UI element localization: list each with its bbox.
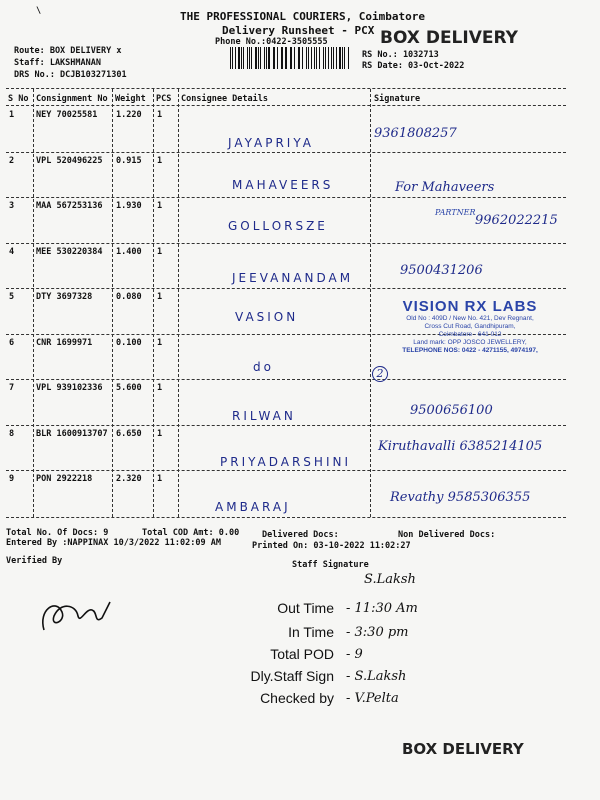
row-sno: 7: [9, 383, 15, 393]
barcode-bar: [328, 47, 329, 69]
rs-date: RS Date: 03-Oct-2022: [362, 61, 465, 71]
stamp-address-3: Coimbatore - 641 012: [438, 331, 502, 338]
barcode-bar: [249, 47, 250, 69]
table-top-rule: [6, 88, 566, 89]
barcode-bar: [238, 47, 240, 69]
barcode-bar: [268, 47, 270, 69]
row-separator: [6, 379, 566, 380]
barcode: [230, 47, 350, 69]
barcode-bar: [331, 47, 332, 69]
barcode-bar: [314, 47, 315, 69]
staff: Staff: LAKSHMANAN: [14, 58, 101, 68]
partner-mark: PARTNER: [435, 208, 476, 217]
row-weight: 1.220: [116, 110, 142, 120]
row-sno: 4: [9, 246, 15, 257]
in-time-label: In Time: [288, 624, 334, 640]
row-pcs: 1: [157, 337, 163, 348]
barcode-bar: [285, 47, 287, 69]
row-weight: 6.650: [116, 428, 142, 439]
out-time-value: - 11:30 Am: [346, 601, 418, 616]
barcode-bar: [306, 47, 307, 69]
barcode-bar: [333, 47, 334, 69]
rs-number: RS No.: 1032713: [362, 50, 439, 60]
row-consignment-no: CNR 1699971: [36, 337, 93, 348]
barcode-bar: [298, 47, 299, 69]
barcode-bar: [241, 47, 242, 69]
printed-on: Printed On: 03-10-2022 11:02:27: [252, 541, 411, 551]
barcode-bar: [342, 47, 343, 69]
total-pod-label: Total POD: [270, 646, 334, 662]
company-title: THE PROFESSIONAL COURIERS, Coimbatore: [180, 10, 426, 23]
corner-mark: \: [36, 6, 42, 16]
row-weight: 1.930: [116, 201, 142, 211]
phone-number: Phone No.:0422-3505555: [215, 37, 328, 47]
row-pcs: 1: [157, 383, 163, 393]
stamp-address-2: Cross Cut Road, Gandhipuram,: [424, 323, 516, 330]
barcode-bar: [274, 47, 275, 69]
row-pcs: 1: [157, 246, 163, 257]
row-separator: [6, 425, 566, 426]
verified-by: Verified By: [6, 556, 63, 566]
row-consignee: MAHAVEERS: [232, 177, 334, 192]
barcode-bar: [273, 47, 274, 69]
row-sno: 9: [9, 474, 15, 484]
barcode-bar: [235, 47, 236, 69]
row-signature: 9500656100: [410, 403, 493, 418]
row-separator: [6, 152, 566, 153]
row-consignment-no: PON 2922218: [36, 474, 93, 484]
stamp-name: VISION RX LABS: [402, 298, 538, 315]
staff-signature-label: Staff Signature: [292, 560, 369, 570]
row-weight: 5.600: [116, 383, 142, 393]
barcode-bar: [339, 47, 341, 69]
row-consignment-no: NEY 70025581: [36, 110, 98, 120]
row-consignment-no: DTY 3697328: [36, 292, 93, 302]
dly-staff-sign-value: - S.Laksh: [346, 669, 407, 684]
barcode-bar: [251, 47, 252, 69]
barcode-bar: [323, 47, 324, 69]
row-sno: 8: [9, 428, 15, 439]
col-divider: [370, 89, 371, 517]
row-consignee: AMBARAJ: [215, 500, 291, 514]
barcode-bar: [247, 47, 248, 69]
row-sno: 1: [9, 110, 15, 120]
row-signature: 9500431206: [400, 262, 483, 278]
row-signature: Revathy 9585306355: [390, 490, 531, 505]
row-consignment-no: VPL 939102336: [36, 383, 103, 393]
row-sno: 2: [9, 155, 15, 166]
col-divider: [178, 89, 179, 517]
barcode-bar: [336, 47, 337, 69]
row-signature: 9361808257: [374, 126, 457, 141]
total-cod: Total COD Amt: 0.00: [142, 528, 240, 538]
stamp-phone: TELEPHONE NOS: 0422 - 4271155, 4974197,: [402, 347, 538, 354]
row-separator: [6, 288, 566, 289]
out-time-label: Out Time: [277, 600, 334, 616]
row-consignee: GOLLORSZE: [228, 219, 328, 233]
circled-mark: 2: [372, 366, 388, 382]
row-separator: [6, 470, 566, 471]
row-signature: For Mahaveers: [395, 179, 495, 195]
header-signature: Signature: [374, 94, 421, 104]
non-delivered-docs: Non Delivered Docs:: [398, 530, 496, 540]
in-time-value: - 3:30 pm: [346, 625, 409, 640]
barcode-bar: [260, 47, 261, 69]
table-bottom-rule: [6, 517, 566, 518]
runsheet-title: Delivery Runsheet - PCX: [222, 24, 375, 37]
row-pcs: 1: [157, 474, 163, 484]
barcode-bar: [281, 47, 282, 69]
row-consignment-no: MAA 567253136: [36, 201, 103, 211]
row-sno: 3: [9, 201, 15, 211]
vision-rx-labs-stamp: [380, 298, 560, 368]
total-pod-value: - 9: [346, 647, 363, 662]
header-weight: Weight: [115, 94, 146, 104]
barcode-bar: [299, 47, 300, 69]
row-sno: 5: [9, 292, 15, 302]
row-consignee: do: [253, 359, 274, 374]
drs-number: DRS No.: DCJB103271301: [14, 70, 127, 80]
barcode-bar: [311, 47, 312, 69]
barcode-bar: [290, 47, 291, 69]
row-signature: Kiruthavalli 6385214105: [378, 438, 543, 454]
header-consignment: Consignment No: [36, 94, 108, 104]
barcode-bar: [316, 47, 317, 69]
row-weight: 0.100: [116, 337, 142, 348]
barcode-bar: [230, 47, 231, 69]
header-pcs: PCS: [156, 94, 172, 104]
row-consignee: JAYAPRIYA: [228, 136, 314, 150]
col-divider: [33, 89, 34, 517]
barcode-bar: [232, 47, 233, 69]
total-docs: Total No. Of Docs: 9: [6, 528, 109, 538]
row-signature: 9962022215: [475, 213, 558, 228]
table-header-rule: [6, 105, 566, 106]
row-pcs: 1: [157, 201, 163, 211]
barcode-bar: [264, 47, 265, 69]
row-pcs: 1: [157, 428, 163, 439]
row-weight: 2.320: [116, 474, 142, 484]
checked-by-label: Checked by: [260, 690, 334, 706]
barcode-bar: [266, 47, 267, 69]
verified-signature: [36, 590, 116, 640]
barcode-bar: [258, 47, 259, 69]
route: Route: BOX DELIVERY x: [14, 46, 122, 56]
barcode-bar: [302, 47, 304, 69]
row-consignee: VASION: [235, 310, 299, 324]
stamp-address-4: Land mark: OPP JOSCO JEWELLERY,: [413, 339, 527, 346]
header-sno: S No: [8, 94, 29, 104]
box-delivery-stamp-top: BOX DELIVERY: [380, 28, 518, 48]
barcode-bar: [243, 47, 244, 69]
checked-by-value: - V.Pelta: [346, 691, 399, 706]
barcode-bar: [282, 47, 283, 69]
barcode-bar: [344, 47, 345, 69]
barcode-bar: [319, 47, 321, 69]
barcode-bar: [277, 47, 278, 69]
barcode-bar: [308, 47, 309, 69]
row-weight: 1.400: [116, 246, 142, 257]
row-consignee: RILWAN: [232, 409, 296, 423]
header-consignee: Consignee Details: [181, 94, 268, 104]
delivered-docs: Delivered Docs:: [262, 530, 339, 540]
barcode-bar: [294, 47, 295, 69]
dly-staff-sign-label: Dly.Staff Sign: [250, 668, 334, 684]
box-delivery-stamp-bottom: BOX DELIVERY: [402, 740, 524, 758]
barcode-bar: [255, 47, 257, 69]
row-consignee: PRIYADARSHINI: [220, 454, 351, 469]
row-sno: 6: [9, 337, 15, 348]
entered-by: Entered By :NAPPINAX 10/3/2022 11:02:09 AM: [6, 538, 221, 548]
staff-signature-value: S.Laksh: [364, 572, 416, 587]
col-divider: [112, 89, 113, 517]
row-consignee: JEEVANANDAM: [232, 270, 354, 285]
row-weight: 0.080: [116, 292, 142, 302]
row-pcs: 1: [157, 155, 163, 166]
row-consignment-no: VPL 520496225: [36, 155, 103, 166]
stamp-address-1: Old No : 409D / New No. 421, Dev Regnant,: [406, 315, 534, 322]
barcode-bar: [325, 47, 326, 69]
row-weight: 0.915: [116, 155, 142, 166]
col-divider: [153, 89, 154, 517]
row-separator: [6, 197, 566, 198]
row-pcs: 1: [157, 110, 163, 120]
row-consignment-no: BLR 1600913707: [36, 428, 108, 439]
row-pcs: 1: [157, 292, 163, 302]
barcode-bar: [348, 47, 349, 69]
row-consignment-no: MEE 530220384: [36, 246, 103, 257]
row-separator: [6, 243, 566, 244]
barcode-bar: [291, 47, 292, 69]
